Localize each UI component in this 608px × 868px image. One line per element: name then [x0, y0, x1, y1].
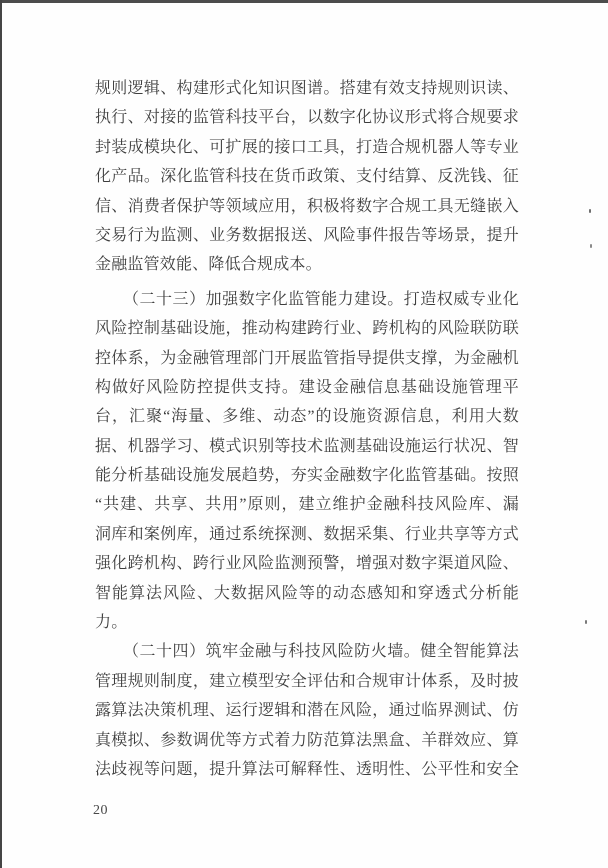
text-line: 执行、对接的监管科技平台，以数字化协议形式将合规要求 [95, 109, 519, 127]
scan-speck [590, 244, 592, 248]
text-line: 能分析基础设施发展趋势，夯实金融数字化监管基础。按照 [95, 467, 519, 485]
text-line: 构做好风险防控提供支持。建设金融信息基础设施管理平 [95, 378, 519, 396]
text-line: 控体系，为金融管理部门开展监管指导提供支撑，为金融机 [95, 349, 519, 367]
text-line: （二十四）筑牢金融与科技风险防火墙。健全智能算法 [123, 643, 519, 661]
text-line: 露算法决策机理、运行逻辑和潜在风险，通过临界测试、仿 [95, 702, 519, 720]
text-line: “共建、共享、共用”原则，建立维护金融科技风险库、漏 [95, 496, 519, 514]
text-line: 智能算法风险、大数据风险等的动态感知和穿透式分析能 [95, 584, 519, 602]
scan-speck [585, 620, 587, 624]
text-line: 据、机器学习、模式识别等技术监测基础设施运行状况、智 [95, 437, 519, 455]
text-line: 力。 [95, 614, 128, 632]
text-line: 化产品。深化监管科技在货币政策、支付结算、反洗钱、征 [95, 168, 519, 186]
text-line: 管理规则制度，建立模型安全评估和合规审计体系，及时披 [95, 672, 519, 690]
text-line: 强化跨机构、跨行业风险监测预警，增强对数字渠道风险、 [95, 555, 519, 573]
text-line: 台，汇聚“海量、多维、动态”的设施资源信息，利用大数 [95, 408, 519, 426]
text-line: （二十三）加强数字化监管能力建设。打造权威专业化 [123, 290, 519, 308]
scan-edge-left [0, 0, 2, 868]
page-number: 20 [93, 803, 108, 818]
text-line: 法歧视等问题，提升算法可解释性、透明性、公平性和安全 [95, 760, 519, 778]
text-line: 金融监管效能、降低合规成本。 [95, 256, 322, 274]
text-line: 信、消费者保护等领域应用，积极将数字合规工具无缝嵌入 [95, 197, 519, 215]
text-line: 洞库和案例库，通过系统探测、数据采集、行业共享等方式 [95, 525, 519, 543]
text-line: 规则逻辑、构建形式化知识图谱。搭建有效支持规则识读、 [95, 80, 519, 97]
text-line: 真模拟、参数调优等方式着力防范算法黑盒、羊群效应、算 [95, 731, 519, 749]
scan-speck [589, 209, 591, 213]
text-line: 风险控制基础设施，推动构建跨行业、跨机构的风险联防联 [95, 320, 519, 338]
page-text-block [95, 74, 519, 784]
text-line: 封装成模块化、可扩展的接口工具，打造合规机器人等专业 [95, 138, 519, 156]
scan-edge-top [0, 0, 608, 3]
text-line: 交易行为监测、业务数据报送、风险事件报告等场景，提升 [95, 226, 519, 244]
